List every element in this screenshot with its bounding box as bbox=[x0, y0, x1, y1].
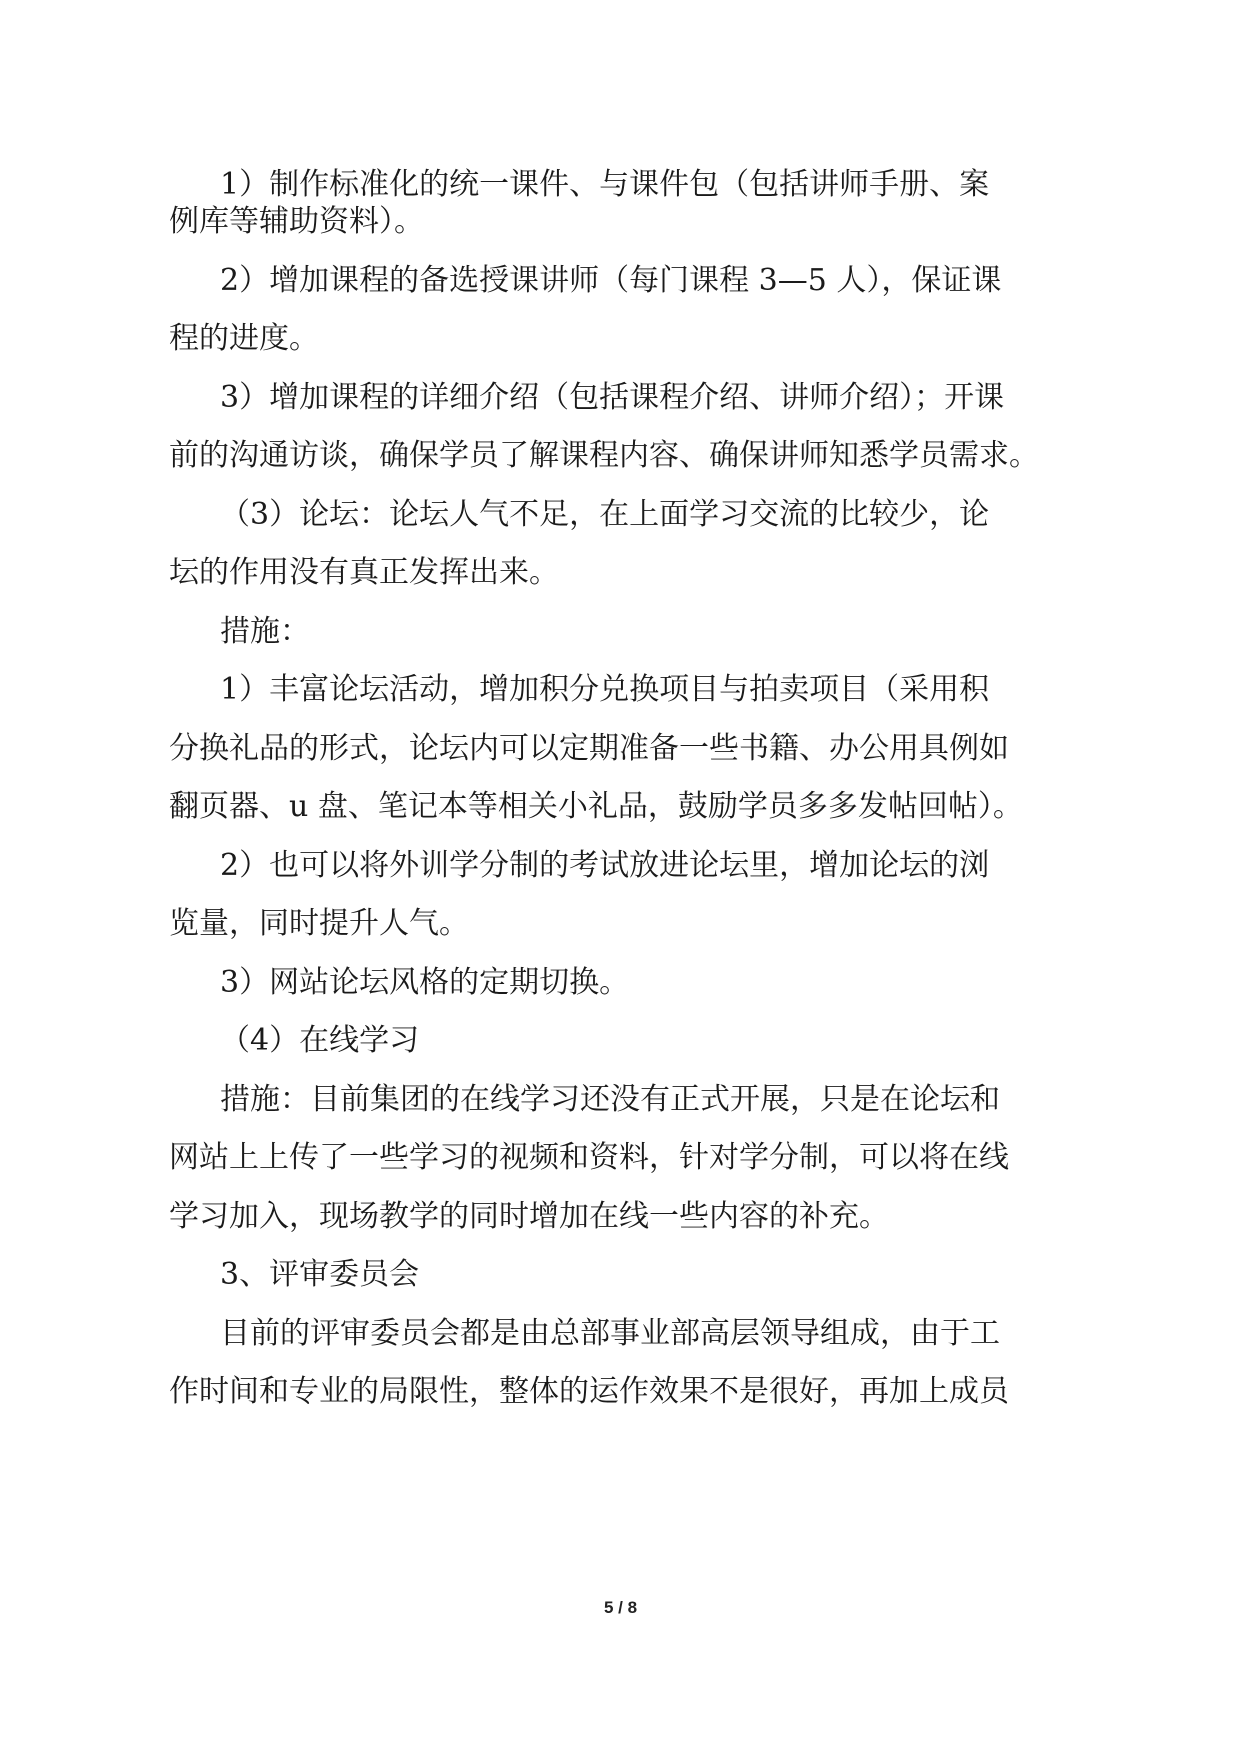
line-text: （4）在线学习 bbox=[220, 1023, 420, 1058]
body-line bbox=[0, 1372, 1241, 1412]
line-text: 2）也可以将外训学分制的考试放进论坛里，增加论坛的浏 bbox=[220, 848, 990, 883]
line-text: 措施：目前集团的在线学习还没有正式开展，只是在论坛和 bbox=[220, 1082, 1000, 1117]
body-line bbox=[0, 846, 1241, 886]
line-text: 1）丰富论坛活动，增加积分兑换项目与拍卖项目（采用积 bbox=[220, 672, 990, 707]
line-text: 3）网站论坛风格的定期切换。 bbox=[220, 965, 630, 1000]
line-text: 3）增加课程的详细介绍（包括课程介绍、讲师介绍）；开课 bbox=[220, 380, 1005, 415]
line-text: 坛的作用没有真正发挥出来。 bbox=[169, 555, 559, 590]
body-line bbox=[0, 729, 1241, 769]
body-line bbox=[0, 1080, 1241, 1120]
line-text: 措施： bbox=[220, 614, 310, 649]
line-text: 目前的评审委员会都是由总部事业部高层领导组成，由于工 bbox=[220, 1316, 1000, 1351]
line-text: 例库等辅助资料）。 bbox=[169, 204, 424, 239]
line-text: 学习加入，现场教学的同时增加在线一些内容的补充。 bbox=[169, 1199, 889, 1234]
body-line bbox=[0, 963, 1241, 1003]
body-line bbox=[0, 436, 1241, 476]
body-line bbox=[0, 378, 1241, 418]
line-text: 分换礼品的形式，论坛内可以定期准备一些书籍、办公用具例如 bbox=[169, 731, 1009, 766]
body-line bbox=[0, 612, 1241, 652]
body-line bbox=[0, 904, 1241, 944]
body-line bbox=[0, 202, 1241, 242]
line-text: 览量，同时提升人气。 bbox=[169, 906, 469, 941]
body-line bbox=[0, 1255, 1241, 1295]
body-line bbox=[0, 787, 1241, 827]
line-text: 作时间和专业的局限性，整体的运作效果不是很好，再加上成员 bbox=[169, 1374, 1009, 1409]
line-text: 翻页器、u 盘、笔记本等相关小礼品，鼓励学员多多发帖回帖）。 bbox=[169, 789, 1023, 824]
body-line bbox=[0, 1138, 1241, 1178]
line-text: 前的沟通访谈，确保学员了解课程内容、确保讲师知悉学员需求。 bbox=[169, 438, 1039, 473]
body-line bbox=[0, 1021, 1241, 1061]
line-text: 3、评审委员会 bbox=[220, 1257, 420, 1292]
line-text: 2）增加课程的备选授课讲师（每门课程 3—5 人），保证课 bbox=[220, 263, 1002, 298]
line-text: 程的进度。 bbox=[169, 321, 319, 356]
body-line bbox=[0, 553, 1241, 593]
body-line bbox=[0, 1197, 1241, 1237]
line-text: 1）制作标准化的统一课件、与课件包（包括讲师手册、案 bbox=[220, 167, 990, 202]
body-line bbox=[0, 165, 1241, 205]
page-number: 5 / 8 bbox=[603, 1598, 638, 1617]
body-line bbox=[0, 1314, 1241, 1354]
line-text: （3）论坛：论坛人气不足，在上面学习交流的比较少，论 bbox=[220, 497, 990, 532]
body-line bbox=[0, 670, 1241, 710]
body-line bbox=[0, 495, 1241, 535]
line-text: 网站上上传了一些学习的视频和资料，针对学分制，可以将在线 bbox=[169, 1140, 1009, 1175]
body-line bbox=[0, 261, 1241, 301]
body-line bbox=[0, 319, 1241, 359]
